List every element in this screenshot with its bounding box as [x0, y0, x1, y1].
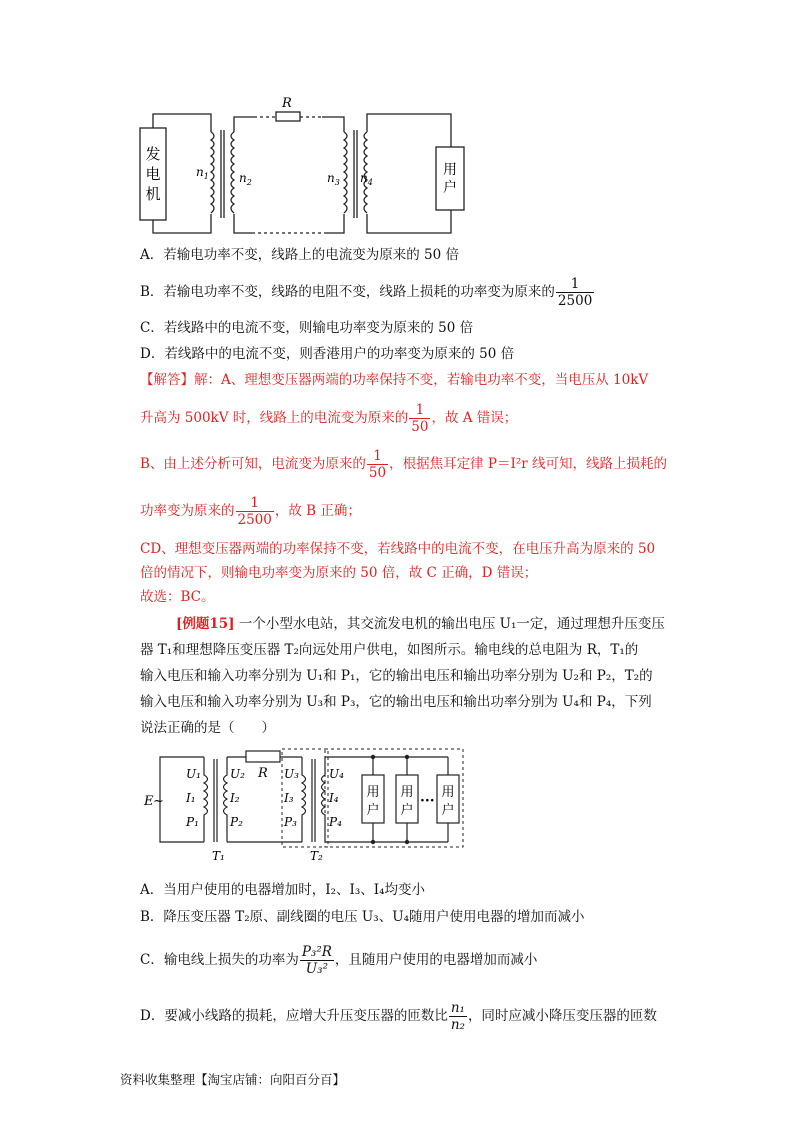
label-R: R: [258, 766, 268, 781]
example15-line-4: 输入电压和输入功率分别为 U₃和 P₃，它的输出电压和输出功率分别为 U₄和 P₄，下列: [140, 694, 652, 710]
answer-line-2: [140, 402, 517, 435]
label-n4: $n_4$: [360, 171, 373, 187]
label-P3: P₃: [284, 815, 297, 829]
label-n3: $n_3$: [327, 171, 340, 187]
label-T2: T₂: [310, 849, 323, 863]
generator-char-3: 机: [145, 185, 161, 203]
label-T1: T₁: [212, 849, 225, 863]
label-U2: U₂: [230, 767, 245, 781]
label-U1: U₁: [186, 767, 201, 781]
answer-line-4-post: ，故 B 正确；: [274, 503, 361, 519]
fraction-denominator: 50: [411, 419, 429, 435]
answer-line-4-pre: 功率变为原来的: [140, 503, 235, 519]
answer-line-5: CD、理想变压器两端的功率保持不变，若线路中的电流不变，在电压升高为原来的 50: [140, 541, 656, 557]
label-n1: $n_1$: [196, 165, 209, 181]
user-char-2: 户: [443, 180, 457, 196]
user1-char-1: 用: [366, 785, 380, 800]
footer-text: 资料收集整理【淘宝店铺：向阳百分百】: [120, 1072, 346, 1087]
label-I2: I₂: [230, 791, 240, 805]
user2-char-1: 用: [400, 785, 414, 800]
answer-line-3: [140, 448, 667, 481]
fraction-numerator: 1: [236, 495, 274, 512]
coil-n3: [344, 132, 347, 213]
q1-option-d: D．若线路中的电流不变，则香港用户的功率变为原来的 50 倍: [140, 346, 515, 362]
answer-line-7: 故选：BC。: [140, 589, 215, 605]
example15-tag: [例题15]: [176, 616, 235, 632]
label-P4: P₄: [329, 815, 342, 829]
fraction-numerator: n₁: [450, 1000, 465, 1016]
fraction: [236, 495, 274, 528]
user3-char-1: 用: [441, 785, 455, 800]
label-I1: I₁: [186, 791, 196, 805]
label-U3: U₃: [284, 767, 299, 781]
label-I4: I₄: [329, 791, 339, 805]
fraction-denominator: U₃²: [305, 961, 328, 977]
q2-option-d-post: ，同时应减小降压变压器的匝数: [467, 1008, 657, 1024]
q2-option-c: [140, 944, 537, 977]
user-char-1: 用: [443, 162, 457, 178]
fraction: [449, 1000, 467, 1033]
fraction-denominator: 50: [368, 465, 387, 481]
answer-line-3-pre: B、由上述分析可知，电流变为原来的: [140, 456, 366, 472]
user3-char-2: 户: [441, 803, 455, 818]
fraction: [556, 276, 594, 309]
answer-line-4: [140, 495, 361, 528]
resistor-R: [246, 751, 280, 762]
q2-option-c-post: ，且随用户使用的电器增加而减小: [334, 952, 538, 968]
example15-line-1: [176, 615, 665, 633]
figure-1-circuit: [136, 92, 466, 242]
label-dots: ···: [420, 793, 435, 809]
fraction-numerator: P₃²R: [301, 944, 332, 960]
label-P2: P₂: [230, 815, 243, 829]
q2-option-a: A．当用户使用的电器增加时，I₂、I₃、I₄均变小: [140, 882, 425, 898]
user1-char-2: 户: [366, 803, 380, 818]
generator-char-1: 发: [145, 145, 161, 163]
q2-option-c-pre: C．输电线上损失的功率为: [140, 952, 299, 968]
fraction: [409, 402, 430, 435]
q1-option-b: [140, 276, 595, 309]
answer-line-6: 倍的情况下，则输电功率变为原来的 50 倍，故 C 正确，D 错误；: [140, 565, 538, 581]
q1-option-c: C．若线路中的电流不变，则输电功率变为原来的 50 倍: [140, 320, 474, 336]
fraction-denominator: n₂: [450, 1017, 465, 1033]
coil-n2: [231, 132, 234, 213]
q1-option-a: A．若输电功率不变，线路上的电流变为原来的 50 倍: [140, 247, 460, 263]
example15-line-5: 说法正确的是（ ）: [140, 720, 275, 736]
label-n2: $n_2$: [239, 171, 252, 187]
fraction-denominator: 2500: [557, 293, 593, 309]
label-tilde: ~: [153, 794, 164, 809]
example15-text: 一个小型水电站，其交流发电机的输出电压 U₁一定，通过理想升压变压: [234, 616, 665, 632]
fraction: [367, 448, 388, 481]
generator-char-2: 电: [145, 165, 161, 183]
resistor-R: [276, 112, 300, 121]
answer-line-1: 【解答】解：A、理想变压器两端的功率保持不变，若输电功率不变，当电压从 10kV: [140, 372, 649, 388]
q2-option-d: [140, 1000, 657, 1033]
fraction-numerator: 1: [409, 402, 430, 419]
q2-option-b: B．降压变压器 T₂原、副线圈的电压 U₃、U₄随用户使用电器的增加而减小: [140, 909, 585, 925]
label-R: R: [282, 96, 292, 111]
user2-char-2: 户: [400, 803, 414, 818]
coil-n1: [211, 132, 214, 213]
fraction-numerator: 1: [556, 276, 594, 293]
label-P1: P₁: [186, 815, 199, 829]
answer-line-2-post: ，故 A 错误；: [431, 410, 518, 426]
example15-line-3: 输入电压和输入功率分别为 U₁和 P₁，它的输出电压和输出功率分别为 U₂和 P₂，T₂的: [140, 668, 653, 684]
user-box: [436, 147, 464, 210]
q2-option-d-pre: D．要减小线路的损耗，应增大升压变压器的匝数比: [140, 1008, 448, 1024]
label-I3: I₃: [284, 791, 294, 805]
q1-option-b-text: B．若输电功率不变，线路的电阻不变，线路上损耗的功率变为原来的: [140, 284, 555, 300]
label-E: E: [144, 794, 154, 809]
fraction: [300, 944, 334, 977]
figure-2-circuit: [136, 745, 476, 870]
answer-line-3-post: ，根据焦耳定律 P＝I²r 线可知，线路上损耗的: [389, 456, 667, 472]
example15-line-2: 器 T₁和理想降压变压器 T₂向远处用户供电，如图所示。输电线的总电阻为 R，T₁的: [140, 642, 639, 658]
answer-line-2-pre: 升高为 500kV 时，线路上的电流变为原来的: [140, 410, 409, 426]
fraction-numerator: 1: [367, 448, 388, 465]
label-U4: U₄: [329, 767, 344, 781]
fraction-denominator: 2500: [237, 512, 272, 528]
